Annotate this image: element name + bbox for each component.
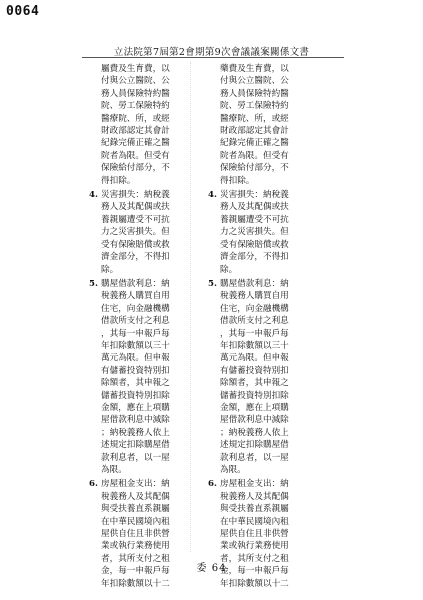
item-text: 災害損失：納稅義 務人及其配偶或扶 養親屬遭受不可抗 力之災害損失。但 受有保險賠償或救 濟金部分，不得扣 除。	[220, 190, 289, 275]
item-text: 購屋借款利息：納 稅義務人購買自用 住宅，向金融機構 借款所支付之利息 ，其每一申報戶每 年扣除數額以三十 萬元為限。但申報 有儲蓄投資特別扣 除額者，其申報之 儲蓄投資特別扣除 金額，應在上項購 屋借款利息中減除 ；納稅義務人依上 述規定扣除購屋借 款利息者，以一屋 為限。	[220, 278, 289, 475]
item-number: 5.	[208, 278, 217, 289]
item-text: 房屋租金支出：納 稅義務人及其配偶 與受扶養直系親屬 在中華民國境內租 屋供自住且非供營 業或執行業務使用 者，其所支付之租 金，每一申報戶每 年扣除數額以十二	[101, 479, 170, 589]
left-item-5	[79, 278, 203, 477]
document-header: 立法院第7屆第2會期第9次會議議案關係文書	[113, 47, 310, 58]
page-number: 0064	[6, 4, 40, 19]
left-item-4	[79, 189, 203, 276]
right-continuation-text: 藥費及生育費，以 付與公立醫院、公 務人員保險特約醫 院、勞工保險特約 醫療院、所，或經 財政部認定其會計 紀錄完備正確之醫 院者為限。但受有 保險給付部分，不 得扣除。	[220, 64, 289, 186]
right-item-4	[198, 189, 322, 276]
item-text: 災害損失：納稅義 務人及其配偶或扶 養親屬遭受不可抗 力之災害損失。但 受有保險賠償或救 濟金部分，不得扣 除。	[101, 190, 170, 275]
left-continuation-text: 屬費及生育費，以 付與公立醫院、公 務人員保險特約醫 院、勞工保險特約 醫療院、所，或經 財政部認定其會計 紀錄完備正確之醫 院者為限。但受有 保險給付部分，不 得扣除。	[101, 64, 170, 186]
item-number: 6.	[208, 479, 217, 490]
header-rule	[82, 57, 344, 58]
item-text: 購屋借款利息：納 稅義務人購買自用 住宅，向金融機構 借款所支付之利息 ，其每一申報戶每 年扣除數額以三十 萬元為限。但申報 有儲蓄投資特別扣 除額者，其申報之 儲蓄投資特別扣除 金額，應在上項購 屋借款利息中減除 ；納稅義務人依上 述規定扣除購屋借 款利息者，以一屋 為限。	[101, 278, 170, 475]
page-footer: 委 64	[196, 563, 227, 574]
item-text: 房屋租金支出：納 稅義務人及其配偶 與受扶養直系親屬 在中華民國境內租 屋供自住且非供營 業或執行業務使用 者，其所支付之租 金，每一申報戶每 年扣除數額以十二	[220, 479, 289, 589]
left-column	[79, 63, 203, 590]
item-number: 4.	[89, 190, 98, 201]
item-number: 5.	[89, 278, 98, 289]
right-column	[198, 63, 322, 590]
item-number: 4.	[208, 190, 217, 201]
item-number: 6.	[89, 479, 98, 490]
right-item-5	[198, 278, 322, 477]
